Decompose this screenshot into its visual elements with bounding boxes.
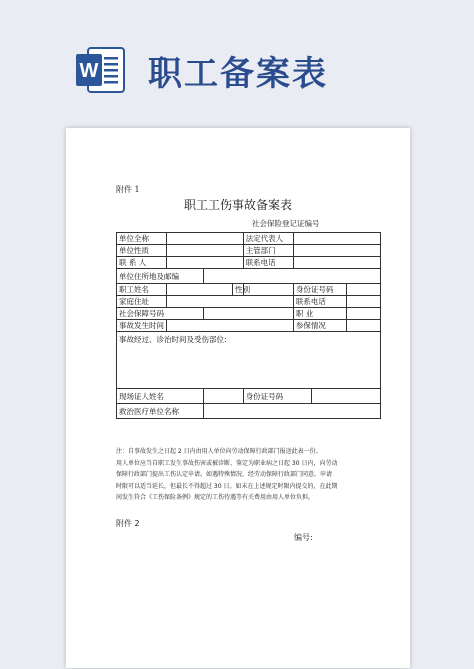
note-line: 时限可以适当延长，但最长不得超过 30 日。如未在上述规定时限内提交的，在此期 <box>116 482 338 490</box>
registration-number-label: 社会保险登记证编号 <box>252 219 320 228</box>
attachment-2-label: 附件 2 <box>116 519 140 528</box>
accident-record-form <box>116 232 381 419</box>
witness-name-label: 现场证人姓名 <box>117 389 204 404</box>
attachment-1-label: 附件 1 <box>116 185 140 194</box>
hospital-label: 救治医疗单位名称 <box>117 404 204 419</box>
witness-id-label: 身份证号码 <box>243 389 312 404</box>
document-page <box>66 128 410 668</box>
note-line: 用人单位应当自职工发生事故伤害或被诊断、鉴定为职业病之日起 30 日内，向劳动 <box>116 459 338 467</box>
table-row <box>117 404 381 419</box>
table-row <box>117 332 381 389</box>
table-row <box>117 245 381 257</box>
unit-type-value[interactable] <box>167 245 244 257</box>
insurance-value[interactable] <box>346 320 380 332</box>
phone-value[interactable] <box>346 296 380 308</box>
address-label: 单位住所地及邮编 <box>117 269 204 284</box>
note-line: 保障行政部门提出工伤认定申请。如遇特殊情况，经劳动保障行政部门同意，申请 <box>116 471 333 478</box>
notes <box>116 446 384 504</box>
word-icon <box>74 44 126 96</box>
id-number-label: 身份证号码 <box>293 284 346 296</box>
table-row <box>117 308 381 320</box>
supervisor-value[interactable] <box>293 245 380 257</box>
document-title: 职工工伤事故备案表 <box>183 198 292 212</box>
accident-time-value[interactable] <box>167 320 294 332</box>
worker-name-label: 职工姓名 <box>117 284 167 296</box>
id-number-value[interactable] <box>346 284 380 296</box>
note-line: 注：自事故发生之日起 2 日内由用人单位向劳动保障行政部门报送此表一份。 <box>116 448 322 455</box>
unit-name-label: 单位全称 <box>117 233 167 245</box>
serial-number-label: 编号: <box>294 533 313 542</box>
unit-type-label: 单位性质 <box>117 245 167 257</box>
gender-label: 性别 <box>233 284 244 296</box>
contact-value[interactable] <box>167 257 244 269</box>
witness-name-value[interactable] <box>204 389 244 404</box>
witness-id-value[interactable] <box>312 389 381 404</box>
home-address-label: 家庭住址 <box>117 296 167 308</box>
table-row <box>117 320 381 332</box>
worker-name-value[interactable] <box>167 284 233 296</box>
phone-label: 联系电话 <box>293 296 346 308</box>
social-number-label: 社会保障号码 <box>117 308 204 320</box>
table-row <box>117 269 381 284</box>
table-row <box>117 257 381 269</box>
home-address-value[interactable] <box>167 296 294 308</box>
contact-label: 联 系 人 <box>117 257 167 269</box>
gender-value[interactable] <box>243 284 293 296</box>
legal-rep-label: 法定代表人 <box>243 233 293 245</box>
address-value[interactable] <box>204 269 381 284</box>
header <box>0 0 474 120</box>
contact-phone-value[interactable] <box>293 257 380 269</box>
table-row <box>117 233 381 245</box>
table-row <box>117 284 381 296</box>
accident-time-label: 事故发生时间 <box>117 320 167 332</box>
occupation-label: 职 业 <box>293 308 346 320</box>
hospital-value[interactable] <box>204 404 381 419</box>
occupation-value[interactable] <box>346 308 380 320</box>
unit-name-value[interactable] <box>167 233 244 245</box>
supervisor-label: 主管部门 <box>243 245 293 257</box>
table-row <box>117 296 381 308</box>
accident-description[interactable]: 事故经过、诊治时间及受伤部位: <box>117 332 381 389</box>
page-title: 职工备案表 <box>148 54 328 94</box>
legal-rep-value[interactable] <box>293 233 380 245</box>
insurance-label: 参保情况 <box>293 320 346 332</box>
contact-phone-label: 联系电话 <box>243 257 293 269</box>
word-icon-letter: W <box>79 60 99 82</box>
social-number-value[interactable] <box>204 308 294 320</box>
table-row <box>117 389 381 404</box>
note-line: 间发生符合《工伤保险条例》规定的工伤待遇等有关费用由用人单位负担。 <box>116 494 315 501</box>
